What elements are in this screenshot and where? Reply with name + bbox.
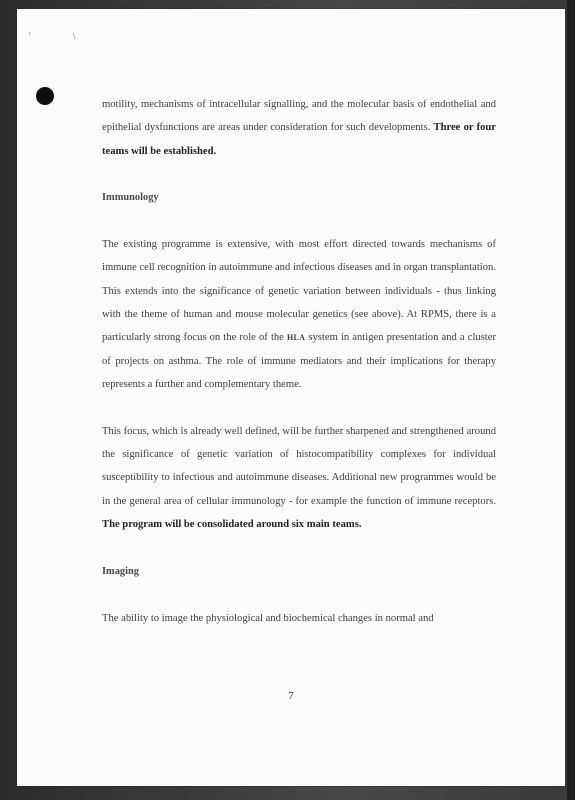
- paragraph-immunology-1: [102, 233, 496, 396]
- section-heading-imaging: Imaging: [102, 565, 139, 577]
- paragraph-intro: [102, 93, 496, 163]
- paragraph-text: The existing programme is extensive, with most effort directed towards mechanisms of immune cell recognition in autoimmune and infectious diseases and in organ transplantation. This extends into the significance of genetic variation between individuals - thus linking with the theme of human and mouse molecular genetics (see above). At RPMS, there is a particularly strong focus on the role of the: [102, 239, 496, 344]
- paragraph-text: This focus, which is already well defined, will be further sharpened and strengthened around the significance of genetic variation of histocompatibility complexes for individual susceptibility to infectious and autoimmune diseases. Additional new programmes would be in the general area of cellular immunology - for example the function of immune receptors.: [102, 425, 496, 507]
- acronym-hla: HLA: [287, 333, 306, 343]
- section-heading-immunology: Immunology: [102, 192, 159, 204]
- paragraph-immunology-2: [102, 420, 496, 536]
- bold-statement: The program will be consolidated around six main teams.: [102, 518, 362, 530]
- document-page: [17, 9, 565, 786]
- paragraph-text: The ability to image the physiological and biochemical changes in normal and: [102, 612, 434, 624]
- bold-statement: Three or four teams will be established.: [102, 122, 496, 157]
- paragraph-imaging-1: [102, 607, 496, 630]
- margin-marks: ' \: [29, 31, 96, 41]
- paragraph-text: system in antigen presentation and a cluster of projects on asthma. The role of immune mediators and their implications for therapy represents a further and complementary theme.: [102, 332, 496, 390]
- scan-edge: [567, 0, 575, 800]
- page-number: 7: [288, 690, 294, 702]
- page-body: [102, 93, 496, 630]
- punch-hole: [36, 87, 54, 105]
- paragraph-text: motility, mechanisms of intracellular signalling, and the molecular basis of endothelial and epithelial dysfunctions are areas under consideration for such developments.: [102, 99, 496, 134]
